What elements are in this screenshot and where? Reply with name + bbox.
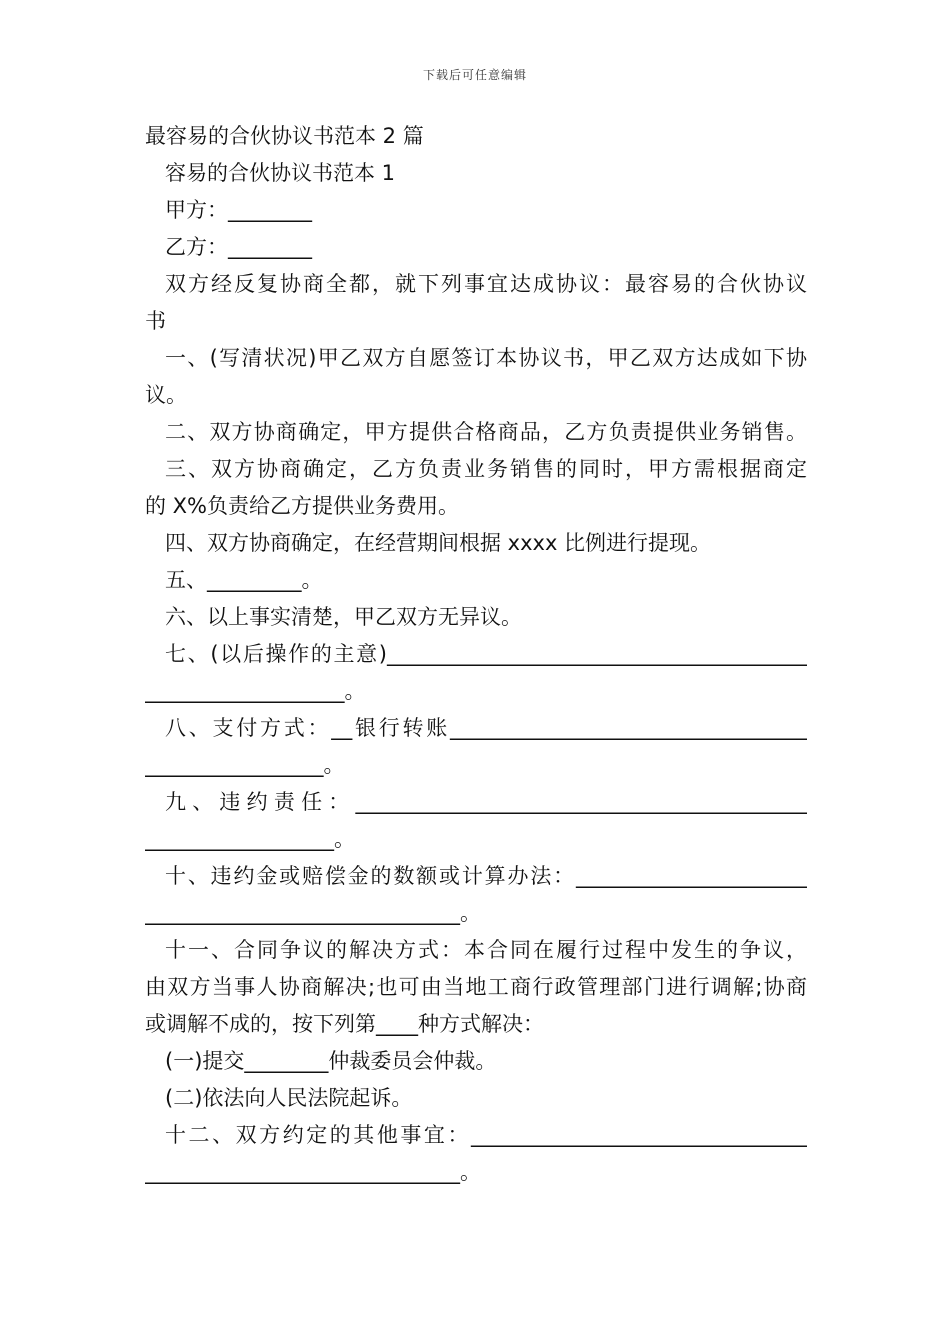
clause-11-line-1: 十一、合同争议的解决方式：本合同在履行过程中发生的争议， [165, 938, 807, 962]
clause-1-line-2: 议。 [145, 383, 187, 407]
clause-3-line-1: 三、双方协商确定，乙方负责业务销售的同时，甲方需根据商定 [165, 457, 807, 481]
clause-6: 六、以上事实清楚，甲乙双方无异议。 [165, 605, 522, 629]
clause-9-line-1: 九、违约责任：___________________________________________ [165, 790, 807, 814]
party-a-line: 甲方：________ [165, 198, 312, 222]
clause-3-line-2: 的 X%负责给乙方提供业务费用。 [145, 494, 460, 518]
clause-12-line-1: 十二、双方约定的其他事宜：________________________________ [165, 1123, 807, 1147]
contract-body [145, 118, 807, 1191]
clause-11-line-3: 或调解不成的，按下列第____种方式解决： [145, 1012, 544, 1036]
document-subtitle: 容易的合伙协议书范本 1 [165, 161, 396, 185]
clause-7-line-2: ___________________。 [145, 679, 366, 703]
preamble-line-1: 双方经反复协商全都，就下列事宜达成协议：最容易的合伙协议 [165, 272, 807, 296]
clause-11-option-2: (二)依法向人民法院起诉。 [165, 1086, 413, 1110]
clause-9-line-2: __________________。 [145, 827, 355, 851]
document-title: 最容易的合伙协议书范本 2 篇 [145, 124, 424, 148]
clause-1-line-1: 一、(写清状况)甲乙双方自愿签订本协议书，甲乙双方达成如下协 [165, 346, 807, 370]
clause-12-line-2: ______________________________。 [145, 1160, 481, 1184]
party-b-line: 乙方：________ [165, 235, 312, 259]
clause-2: 二、双方协商确定，甲方提供合格商品，乙方负责提供业务销售。 [165, 420, 807, 444]
clause-11-option-1: (一)提交________仲裁委员会仲裁。 [165, 1049, 497, 1073]
clause-8-line-1: 八、支付方式：__银行转账__________________________________ [165, 716, 807, 740]
clause-10-line-1: 十、违约金或赔偿金的数额或计算办法：______________________ [165, 864, 807, 888]
download-note: 下载后可任意编辑 [422, 68, 527, 82]
clause-10-line-2: ______________________________。 [145, 901, 481, 925]
clause-7-line-1: 七、(以后操作的主意)________________________________________ [165, 642, 807, 666]
clause-5: 五、_________。 [165, 568, 323, 592]
preamble-line-2: 书 [145, 309, 166, 333]
clause-4: 四、双方协商确定，在经营期间根据 xxxx 比例进行提现。 [165, 531, 712, 555]
clause-8-line-2: _________________。 [145, 753, 345, 777]
clause-11-line-2: 由双方当事人协商解决;也可由当地工商行政管理部门进行调解;协商 [145, 975, 807, 999]
